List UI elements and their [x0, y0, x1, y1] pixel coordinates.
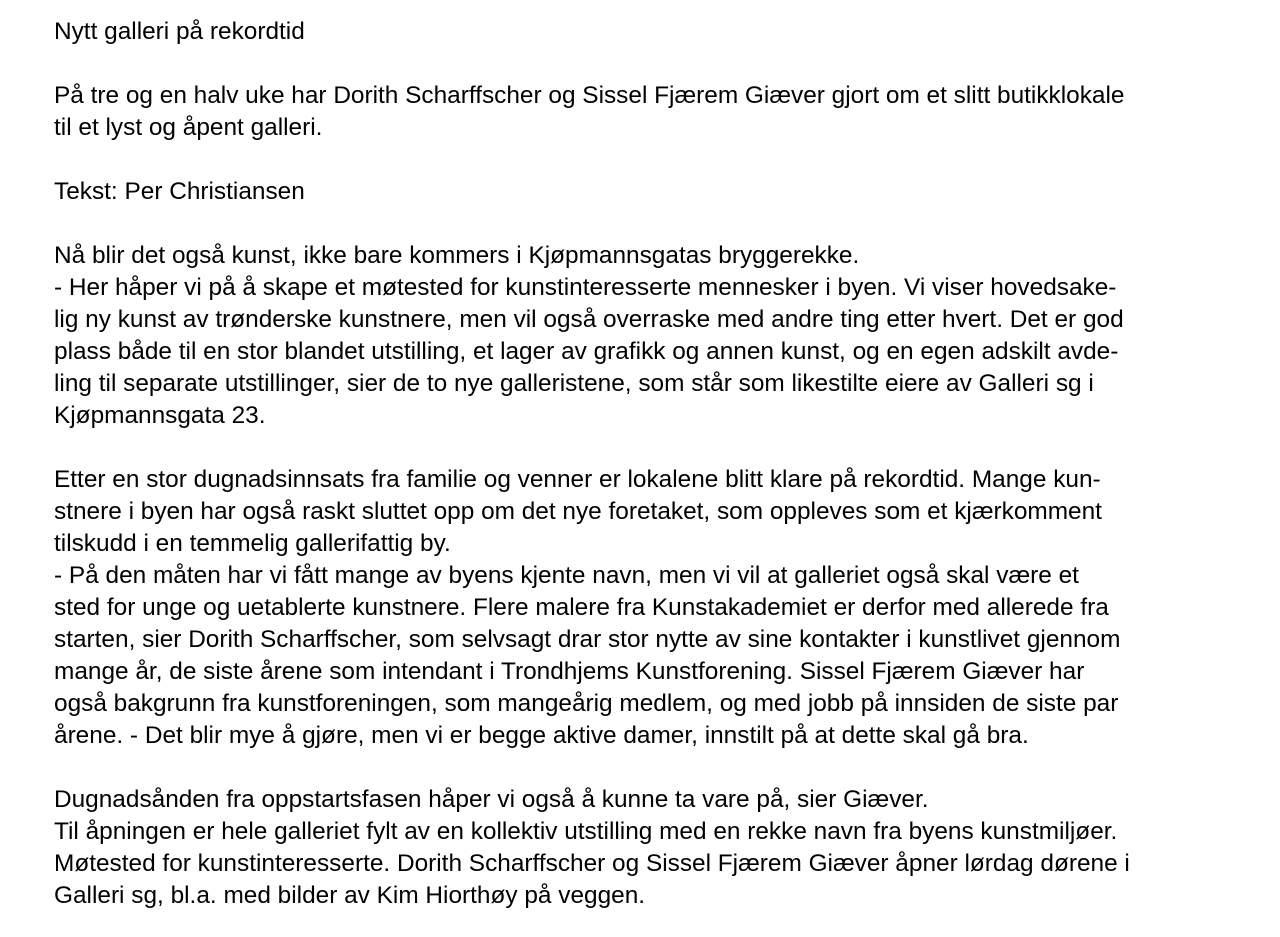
text-line: På tre og en halv uke har Dorith Scharffscher og Sissel Fjærem Giæver gjort om et slitt butikklokale	[54, 82, 1125, 109]
text-line: ling til separate utstillinger, sier de to nye galleristene, som står som likestilte eiere av Galleri sg i	[54, 370, 1094, 397]
spacer	[54, 48, 1254, 80]
text-line: Dugnadsånden fra oppstartsfasen håper vi også å kunne ta vare på, sier Giæver.	[54, 786, 929, 813]
text-line: Nå blir det også kunst, ikke bare kommers i Kjøpmannsgatas bryggerekke.	[54, 242, 860, 269]
text-line: - Her håper vi på å skape et møtested for kunstinteresserte mennesker i byen. Vi viser hovedsake-	[54, 274, 1117, 301]
spacer	[54, 432, 1254, 464]
text-line: Etter en stor dugnadsinnsats fra familie og venner er lokalene blitt klare på rekordtid. Mange kun-	[54, 466, 1101, 493]
text-line: - På den måten har vi fått mange av byens kjente navn, men vi vil at galleriet også skal være et	[54, 562, 1079, 589]
body-paragraph-2	[54, 464, 1254, 752]
article-title: Nytt galleri på rekordtid	[54, 18, 305, 45]
text-line: Møtested for kunstinteresserte. Dorith Scharffscher og Sissel Fjærem Giæver åpner lørdag dørene i	[54, 850, 1130, 877]
text-line: Galleri sg, bl.a. med bilder av Kim Hiorthøy på veggen.	[54, 882, 646, 909]
spacer	[54, 752, 1254, 784]
article	[54, 16, 1254, 912]
body-paragraph-3	[54, 784, 1254, 912]
text-line: mange år, de siste årene som intendant i Trondhjems Kunstforening. Sissel Fjærem Giæver har	[54, 658, 1085, 685]
spacer	[54, 208, 1254, 240]
text-line: plass både til en stor blandet utstilling, et lager av grafikk og annen kunst, og en egen adskilt avde-	[54, 338, 1119, 365]
text-line: Kjøpmannsgata 23.	[54, 402, 266, 429]
body-paragraph-1	[54, 240, 1254, 432]
spacer	[54, 144, 1254, 176]
text-line: til et lyst og åpent galleri.	[54, 114, 323, 141]
text-line: også bakgrunn fra kunstforeningen, som mangeårig medlem, og med jobb på innsiden de siste par	[54, 690, 1119, 717]
lead-paragraph	[54, 80, 1254, 144]
text-line: starten, sier Dorith Scharffscher, som selvsagt drar stor nytte av sine kontakter i kunstlivet gjennom	[54, 626, 1121, 653]
text-line: sted for unge og uetablerte kunstnere. Flere malere fra Kunstakademiet er derfor med allerede fra	[54, 594, 1109, 621]
text-line: lig ny kunst av trønderske kunstnere, men vil også overraske med andre ting etter hvert. Det er god	[54, 306, 1124, 333]
text-line: tilskudd i en temmelig gallerifattig by.	[54, 530, 451, 557]
byline: Tekst: Per Christiansen	[54, 178, 305, 205]
text-line: stnere i byen har også raskt sluttet opp om det nye foretaket, som oppleves som et kjærkomment	[54, 498, 1102, 525]
text-line: Til åpningen er hele galleriet fylt av en kollektiv utstilling med en rekke navn fra byens kunstmiljøer.	[54, 818, 1118, 845]
text-line: årene. - Det blir mye å gjøre, men vi er begge aktive damer, innstilt på at dette skal gå bra.	[54, 722, 1029, 749]
